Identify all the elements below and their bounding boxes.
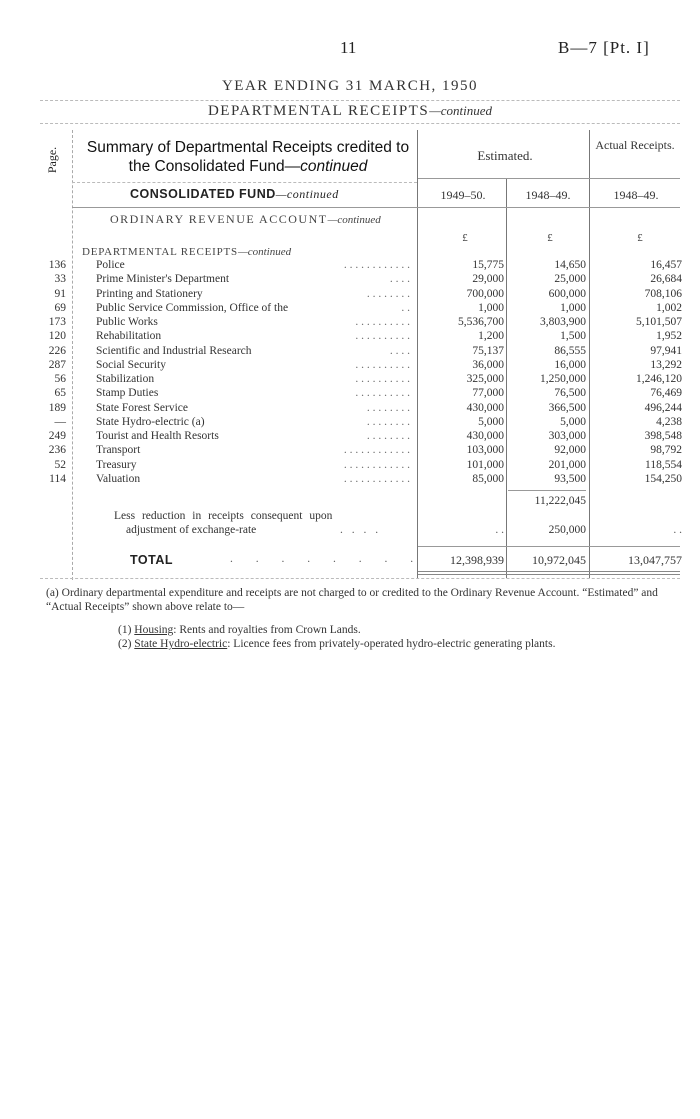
heading-rule-bottom bbox=[40, 123, 680, 124]
table-row bbox=[0, 288, 700, 302]
row-actual-1949: 16,457 bbox=[650, 259, 682, 271]
year-header-est-1950: 1949–50. bbox=[440, 188, 486, 202]
row-leader: . . . . . . . . . . . . bbox=[343, 259, 410, 271]
footnote-item2-text: : Licence fees from privately-operated hydro-electric generating plants. bbox=[227, 638, 556, 650]
row-item: Treasury bbox=[96, 458, 137, 471]
row-est-1949: 14,650 bbox=[554, 259, 586, 271]
row-item: Transport bbox=[96, 444, 141, 457]
row-page: 69 bbox=[54, 301, 66, 314]
footnote-item1-text: : Rents and royalties from Crown Lands. bbox=[173, 624, 361, 636]
row-est-1950: 103,000 bbox=[466, 444, 504, 457]
summary-title-text: Summary of Departmental Receipts credited to the Consolidated Fund bbox=[86, 139, 410, 175]
account-label-continued: —continued bbox=[327, 214, 381, 226]
row-leader: . . . . . . . . bbox=[366, 287, 410, 300]
total-rule-bottom bbox=[418, 571, 680, 572]
row-actual-1949: 708,106 bbox=[644, 287, 682, 300]
table-row bbox=[0, 316, 700, 330]
years-rule-top bbox=[418, 178, 680, 179]
row-actual-1949: 496,244 bbox=[644, 401, 682, 414]
dept-receipts-continued: —continued bbox=[237, 246, 292, 258]
subtotal-rule bbox=[508, 490, 586, 491]
row-actual-1949: 1,952 bbox=[656, 330, 682, 343]
heading-rule-top bbox=[40, 100, 680, 101]
summary-title-continued: —continued bbox=[284, 158, 368, 175]
less-actual-1949: . . bbox=[673, 524, 682, 536]
footnote: (a) Ordinary departmental expenditure and receipts are not charged to or credited to the Ordinary Revenue Account. “Estimated” and “Actual Receipts” shown above relate to— bbox=[46, 587, 658, 613]
row-est-1949: 1,250,000 bbox=[540, 373, 586, 385]
row-leader: . . bbox=[401, 301, 410, 314]
total-est-1949: 10,972,045 bbox=[532, 553, 586, 567]
consolidated-fund-label bbox=[130, 187, 339, 202]
row-item: Public Service Commission, Office of the bbox=[96, 301, 289, 314]
total-label: TOTAL bbox=[130, 553, 174, 567]
row-item: State Hydro-electric (a) bbox=[96, 415, 205, 428]
year-header-est-1949: 1948–49. bbox=[525, 188, 571, 202]
row-actual-1949: 76,469 bbox=[650, 387, 682, 400]
row-leader: . . . . . . . . . . . . bbox=[343, 444, 410, 457]
row-actual-1949: 98,792 bbox=[650, 444, 682, 457]
row-item: Stamp Duties bbox=[96, 387, 159, 400]
row-est-1949: 86,555 bbox=[554, 344, 586, 357]
total-rule-top bbox=[418, 546, 680, 547]
dept-receipts-text: DEPARTMENTAL RECEIPTS bbox=[82, 246, 238, 258]
row-est-1950: 15,775 bbox=[472, 259, 504, 271]
row-est-1949: 5,000 bbox=[560, 415, 586, 428]
row-page: 33 bbox=[54, 273, 66, 286]
row-est-1949: 16,000 bbox=[554, 358, 586, 371]
row-est-1950: 1,000 bbox=[478, 301, 504, 314]
row-page: 287 bbox=[48, 358, 66, 371]
fund-label-text: CONSOLIDATED FUND bbox=[130, 187, 276, 201]
section-continued: —continued bbox=[429, 103, 493, 118]
row-est-1949: 3,803,900 bbox=[540, 316, 586, 328]
currency-est-1949: £ bbox=[547, 232, 553, 244]
row-est-1950: 29,000 bbox=[472, 273, 504, 286]
row-actual-1949: 13,292 bbox=[650, 358, 682, 371]
row-est-1949: 201,000 bbox=[548, 458, 586, 471]
row-page: 91 bbox=[54, 287, 66, 300]
row-item: Printing and Stationery bbox=[96, 287, 203, 300]
less-reduction-line1: Less reduction in receipts consequent upon bbox=[114, 510, 333, 522]
row-est-1949: 366,500 bbox=[548, 401, 586, 414]
less-est-1950: . . bbox=[495, 524, 504, 536]
row-page: 52 bbox=[54, 458, 66, 471]
ordinary-revenue-account-label bbox=[110, 212, 381, 227]
row-est-1950: 36,000 bbox=[472, 358, 504, 371]
row-item: State Forest Service bbox=[96, 401, 188, 414]
row-leader: . . . . . . . . . . bbox=[355, 358, 410, 371]
table-row bbox=[0, 259, 700, 273]
row-actual-1949: 1,002 bbox=[656, 301, 682, 314]
page-column-header: Page. bbox=[45, 146, 59, 174]
row-page: 173 bbox=[48, 316, 66, 328]
actual-receipts-header: Actual Receipts. bbox=[595, 138, 675, 152]
footnote-item2-key: State Hydro-electric bbox=[134, 638, 228, 650]
row-est-1950: 75,137 bbox=[472, 344, 504, 357]
table-row bbox=[0, 430, 700, 444]
row-item: Prime Minister's Department bbox=[96, 273, 230, 286]
row-page: 136 bbox=[48, 259, 66, 271]
row-page: 120 bbox=[48, 330, 66, 343]
summary-rule bbox=[72, 182, 417, 183]
row-est-1949: 1,500 bbox=[560, 330, 586, 343]
row-leader: . . . . . . . . bbox=[366, 430, 410, 442]
section-heading bbox=[0, 103, 700, 120]
row-actual-1949: 1,246,120 bbox=[636, 373, 682, 385]
table-row bbox=[0, 402, 700, 416]
estimated-header: Estimated. bbox=[477, 148, 533, 163]
table-row bbox=[0, 302, 700, 316]
row-actual-1949: 4,238 bbox=[656, 415, 682, 428]
table-row bbox=[0, 416, 700, 430]
total-rule-double bbox=[418, 574, 680, 575]
row-est-1950: 85,000 bbox=[472, 472, 504, 485]
row-page: 65 bbox=[54, 387, 66, 400]
row-leader: . . . . . . . . . . . . bbox=[343, 472, 410, 485]
footnote-item2-num: (2) bbox=[118, 638, 132, 650]
row-est-1949: 93,500 bbox=[554, 472, 586, 485]
years-rule-bottom bbox=[72, 207, 680, 208]
row-est-1949: 25,000 bbox=[554, 273, 586, 286]
row-page: 114 bbox=[49, 472, 66, 485]
row-est-1950: 5,536,700 bbox=[458, 316, 504, 328]
subtotal-est-1949: 11,222,045 bbox=[534, 495, 586, 507]
row-est-1950: 5,000 bbox=[478, 415, 504, 428]
row-est-1950: 325,000 bbox=[466, 373, 504, 385]
row-page: 226 bbox=[48, 344, 66, 357]
row-est-1949: 1,000 bbox=[560, 301, 586, 314]
row-leader: . . . . . . . . . . bbox=[355, 387, 410, 400]
row-leader: . . . . bbox=[389, 273, 410, 286]
table-bottom-rule bbox=[40, 578, 680, 579]
row-est-1949: 600,000 bbox=[548, 287, 586, 300]
row-item: Valuation bbox=[96, 472, 141, 485]
row-est-1950: 101,000 bbox=[466, 458, 504, 471]
row-item: Rehabilitation bbox=[96, 330, 162, 343]
currency-actual-1949: £ bbox=[637, 232, 643, 244]
row-item: Social Security bbox=[96, 358, 166, 371]
summary-title bbox=[78, 138, 418, 176]
row-est-1949: 76,500 bbox=[554, 387, 586, 400]
table-row bbox=[0, 459, 700, 473]
row-est-1950: 1,200 bbox=[478, 330, 504, 343]
row-leader: . . . . . . . . . . bbox=[355, 373, 410, 385]
table-row bbox=[0, 473, 700, 487]
table-row bbox=[0, 359, 700, 373]
row-leader: . . . . . . . . . . bbox=[355, 330, 410, 343]
year-heading: YEAR ENDING 31 MARCH, 1950 bbox=[221, 78, 479, 94]
table-row bbox=[0, 330, 700, 344]
row-item: Police bbox=[96, 259, 125, 271]
table-row bbox=[0, 273, 700, 287]
row-actual-1949: 398,548 bbox=[644, 430, 682, 442]
row-item: Stabilization bbox=[96, 373, 155, 385]
row-leader: . . . . . . . . bbox=[366, 401, 410, 414]
row-est-1950: 700,000 bbox=[466, 287, 504, 300]
row-leader: . . . . . . . . . . . . bbox=[343, 458, 410, 471]
row-actual-1949: 154,250 bbox=[644, 472, 682, 485]
table-row bbox=[0, 345, 700, 359]
row-leader: . . . . . . . . bbox=[366, 415, 410, 428]
row-actual-1949: 26,684 bbox=[650, 273, 682, 286]
currency-est-1950: £ bbox=[462, 232, 468, 244]
total-leader: . . . . . . . . bbox=[230, 553, 417, 565]
row-actual-1949: 97,941 bbox=[650, 344, 682, 357]
footnote-item-hydro bbox=[118, 638, 688, 652]
row-est-1950: 77,000 bbox=[472, 387, 504, 400]
row-page: 249 bbox=[48, 430, 66, 442]
section-title: DEPARTMENTAL RECEIPTS bbox=[207, 103, 430, 119]
row-item: Scientific and Industrial Research bbox=[96, 344, 252, 357]
row-item: Tourist and Health Resorts bbox=[96, 430, 219, 442]
less-reduction-leader: . . . . bbox=[340, 524, 382, 536]
less-reduction-line2: adjustment of exchange-rate bbox=[126, 524, 257, 536]
row-item: Public Works bbox=[96, 316, 158, 328]
footnote-item-housing bbox=[118, 624, 361, 636]
row-page: 189 bbox=[48, 401, 66, 414]
departmental-receipts-label bbox=[82, 246, 291, 258]
row-actual-1949: 5,101,507 bbox=[636, 316, 682, 328]
row-est-1949: 303,000 bbox=[548, 430, 586, 442]
year-header-actual-1949: 1948–49. bbox=[613, 188, 659, 202]
table-row bbox=[0, 444, 700, 458]
footnote-item1-num: (1) bbox=[118, 624, 132, 636]
total-actual-1949: 13,047,757 bbox=[628, 553, 682, 567]
row-est-1950: 430,000 bbox=[466, 430, 504, 442]
account-label-text: ORDINARY REVENUE ACCOUNT bbox=[110, 212, 328, 226]
row-leader: . . . . . . . . . . bbox=[355, 316, 410, 328]
table-row bbox=[0, 387, 700, 401]
row-est-1950: 430,000 bbox=[466, 401, 504, 414]
row-actual-1949: 118,554 bbox=[645, 458, 682, 471]
row-leader: . . . . bbox=[389, 344, 410, 357]
row-est-1949: 92,000 bbox=[554, 444, 586, 457]
fund-label-continued: —continued bbox=[275, 187, 339, 201]
total-est-1950: 12,398,939 bbox=[450, 553, 504, 567]
row-page: 236 bbox=[48, 444, 66, 457]
row-page: — bbox=[54, 415, 66, 428]
less-est-1949: 250,000 bbox=[548, 524, 586, 536]
row-page: 56 bbox=[54, 373, 66, 385]
document-reference: B—7 [Pt. I] bbox=[558, 38, 650, 57]
table-row bbox=[0, 373, 700, 387]
page-number: 11 bbox=[340, 38, 357, 57]
footnote-item1-key: Housing bbox=[134, 624, 174, 636]
